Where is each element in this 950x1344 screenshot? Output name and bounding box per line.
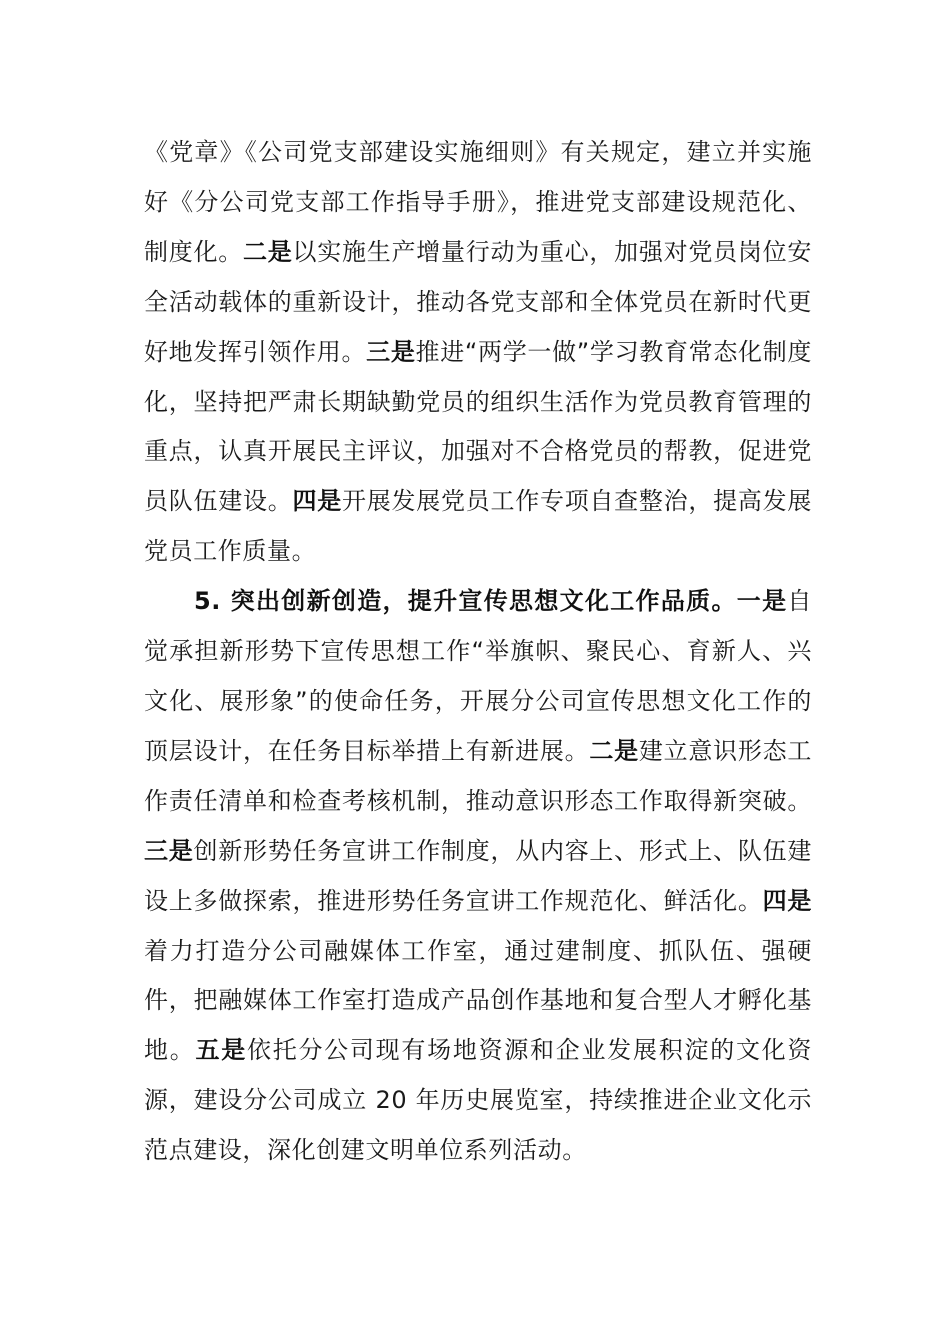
- section-heading: 5. 突出创新创造，提升宣传思想文化工作品质。: [194, 587, 737, 616]
- bold-marker-two: 二是: [242, 237, 293, 266]
- paragraph-section-5: [144, 577, 812, 1176]
- text-segment: 依托分公司现有场地资源和企业发展积淀的文化资源，建设分公司成立 20 年历史展览室，持续推进企业文化示范点建设，深化创建文明单位系列活动。: [144, 1036, 813, 1165]
- bold-marker-three: 三是: [144, 836, 194, 865]
- bold-marker-one: 一是: [736, 587, 788, 616]
- text-segment: 《党章》《公司党支部建设实施细则》有关规定，建立并实施好《分公司党支部工作指导手册》，推进党支部建设规范化、制度化。: [144, 138, 812, 266]
- bold-marker-five: 五是: [195, 1036, 247, 1065]
- document-body: [144, 128, 812, 1176]
- paragraph-party-building: [144, 128, 812, 577]
- text-segment: 着力打造分公司融媒体工作室，通过建制度、抓队伍、强硬件，把融媒体工作室打造成产品创作基地和复合型人才孵化基地。: [144, 936, 812, 1065]
- text-segment: 开展发展党员工作专项自查整治，提高发展党员工作质量。: [144, 487, 813, 566]
- text-segment: 以实施生产增量行动为重心，加强对党员岗位安全活动载体的重新设计，推动各党支部和全体党员在新时代更好地发挥引领作用。: [144, 237, 812, 366]
- text-segment: 自觉承担新形势下宣传思想工作“举旗帜、聚民心、育新人、兴文化、展形象”的使命任务，开展分公司宣传思想文化工作的顶层设计，在任务目标举措上有新进展。: [144, 587, 812, 765]
- bold-marker-three: 三是: [366, 337, 416, 366]
- bold-marker-four: 四是: [762, 886, 813, 915]
- bold-marker-four: 四是: [292, 487, 342, 516]
- text-segment: 创新形势任务宣讲工作制度，从内容上、形式上、队伍建设上多做探索，推进形势任务宣讲工作规范化、鲜活化。: [144, 836, 813, 915]
- text-segment: 推进“两学一做”学习教育常态化制度化，坚持把严肃长期缺勤党员的组织生活作为党员教育管理的重点，认真开展民主评议，加强对不合格党员的帮教，促进党员队伍建设。: [144, 337, 812, 516]
- bold-marker-two: 二是: [589, 736, 639, 765]
- text-segment: 建立意识形态工作责任清单和检查考核机制，推动意识形态工作取得新突破。: [144, 736, 812, 815]
